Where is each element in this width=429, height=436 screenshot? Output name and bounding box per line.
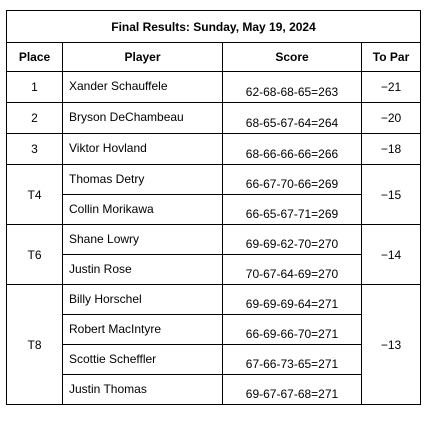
place-cell: 3 xyxy=(7,134,63,165)
player-cell: Collin Morikawa xyxy=(63,195,223,225)
table-row xyxy=(7,345,421,375)
header-row xyxy=(7,43,421,72)
score-cell: 69-67-67-68=271 xyxy=(223,375,362,405)
player-cell: Shane Lowry xyxy=(63,225,223,255)
header-player: Player xyxy=(63,43,223,72)
player-cell: Xander Schauffele xyxy=(63,72,223,103)
table-row xyxy=(7,375,421,405)
table-row xyxy=(7,315,421,345)
to-par-cell: −21 xyxy=(362,72,421,103)
score-cell: 66-69-66-70=271 xyxy=(223,315,362,345)
place-cell: 2 xyxy=(7,103,63,134)
player-cell: Justin Thomas xyxy=(63,375,223,405)
place-cell: T6 xyxy=(7,225,63,285)
player-cell: Scottie Scheffler xyxy=(63,345,223,375)
table-row xyxy=(7,255,421,285)
table-row xyxy=(7,225,421,255)
player-cell: Robert MacIntyre xyxy=(63,315,223,345)
score-cell: 69-69-69-64=271 xyxy=(223,285,362,315)
to-par-cell: −15 xyxy=(362,165,421,225)
header-to-par: To Par xyxy=(362,43,421,72)
player-cell: Justin Rose xyxy=(63,255,223,285)
score-cell: 68-65-67-64=264 xyxy=(223,103,362,134)
player-cell: Bryson DeChambeau xyxy=(63,103,223,134)
to-par-cell: −13 xyxy=(362,285,421,405)
header-score: Score xyxy=(223,43,362,72)
player-cell: Thomas Detry xyxy=(63,165,223,195)
to-par-cell: −14 xyxy=(362,225,421,285)
score-cell: 62-68-68-65=263 xyxy=(223,72,362,103)
to-par-cell: −20 xyxy=(362,103,421,134)
score-cell: 69-69-62-70=270 xyxy=(223,225,362,255)
to-par-cell: −18 xyxy=(362,134,421,165)
table-row xyxy=(7,195,421,225)
player-cell: Billy Horschel xyxy=(63,285,223,315)
title-row xyxy=(7,11,421,43)
table-row xyxy=(7,165,421,195)
place-cell: 1 xyxy=(7,72,63,103)
table-row xyxy=(7,103,421,134)
results-table xyxy=(6,10,421,405)
table-row xyxy=(7,285,421,315)
score-cell: 66-65-67-71=269 xyxy=(223,195,362,225)
table-row xyxy=(7,72,421,103)
score-cell: 68-66-66-66=266 xyxy=(223,134,362,165)
player-cell: Viktor Hovland xyxy=(63,134,223,165)
place-cell: T4 xyxy=(7,165,63,225)
place-cell: T8 xyxy=(7,285,63,405)
score-cell: 70-67-64-69=270 xyxy=(223,255,362,285)
score-cell: 66-67-70-66=269 xyxy=(223,165,362,195)
table-row xyxy=(7,134,421,165)
score-cell: 67-66-73-65=271 xyxy=(223,345,362,375)
table-title: Final Results: Sunday, May 19, 2024 xyxy=(7,11,421,43)
header-place: Place xyxy=(7,43,63,72)
